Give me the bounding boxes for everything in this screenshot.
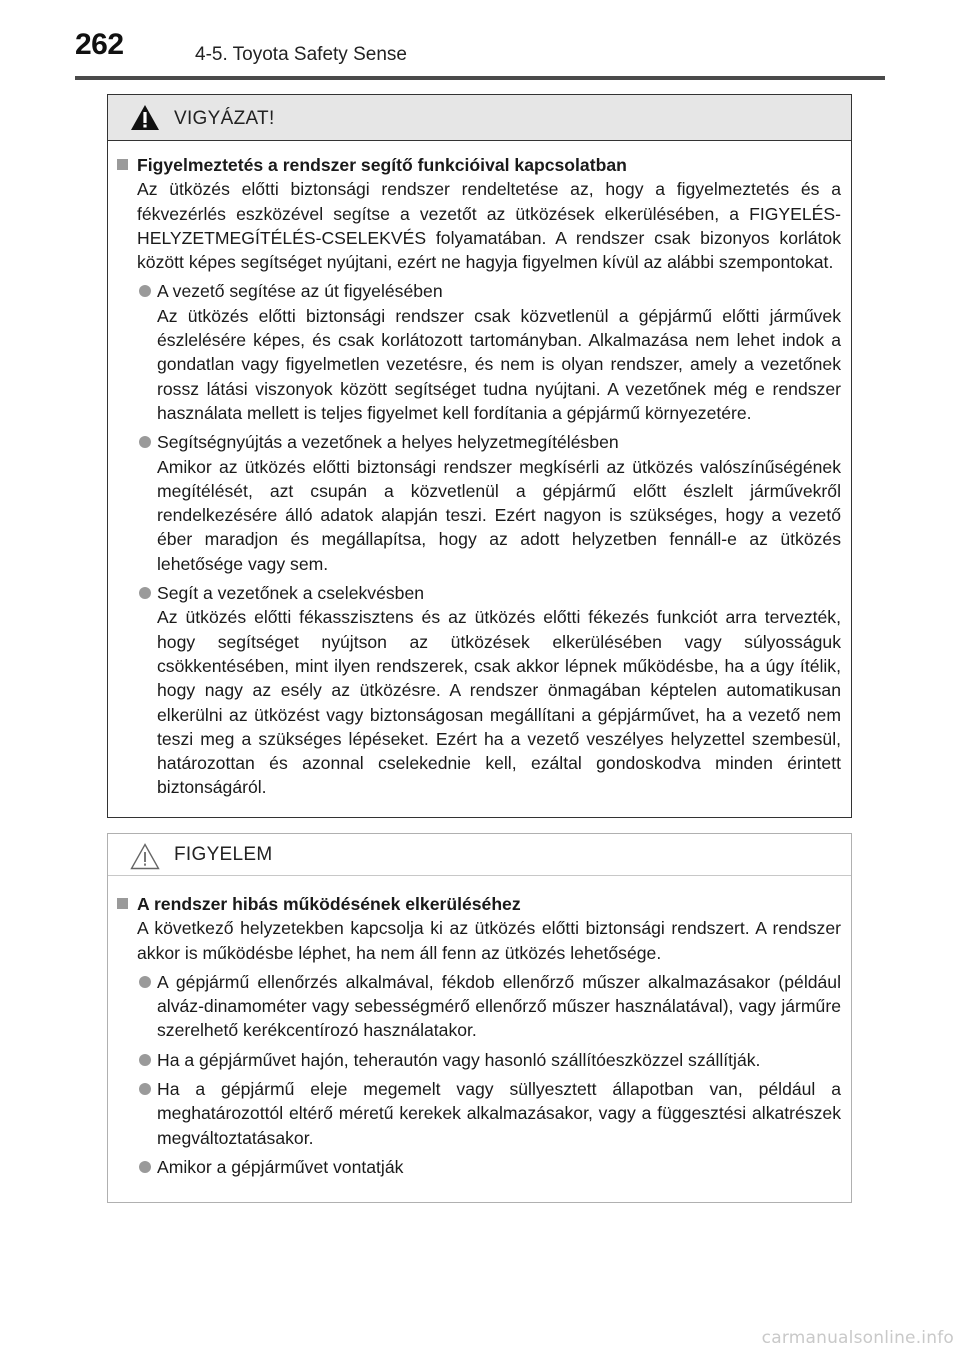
warning-box: [107, 94, 852, 818]
notice-bullet: [117, 1155, 841, 1179]
page-header: [75, 28, 885, 78]
bullet-text: Amikor az ütközés előtti biztonsági rendszer megkísérli az ütközés valószínűségének megítélését, azt csupán a közvetlenül a gépjármű előtt észlelt járművekről rendelkezésére álló adatok alapján teszi. Ezért nagyon is szükséges, hogy a vezető éber maradjon és megállapítsa, hogy az adott helyzetben fennáll-e az ütközés lehetősége vagy sem.: [157, 456, 841, 574]
notice-label: FIGYELEM: [174, 844, 273, 865]
circle-bullet-icon: [139, 1161, 151, 1173]
warning-bullet: [117, 430, 841, 576]
circle-bullet-icon: [139, 587, 151, 599]
bullet-text: Ha a gépjármű eleje megemelt vagy süllyesztett állapotban van, például a meghatározottól eltérő méretű kerekek alkalmazásakor, vagy a függesztési alkatrészek megváltoztatásakor.: [157, 1079, 841, 1148]
warning-body: [108, 141, 851, 800]
circle-bullet-icon: [139, 1083, 151, 1095]
bullet-text: Az ütközés előtti fékasszisztens és az ütközés előtti fékezés funkciót arra tervezték, hogy segítséget nyújtson az ütközések elkerülésében vagy súlyosságuk csökkentésében, mint ilyen rendszerek, csak akkor lépnek működésbe, ha a úgy ítélik, hogy nagy az esély az ütközésre. A rendszer önmagában képtelen automatikusan elkerülni az ütközést vagy biztonságosan megállítani a gépjárművet, ha a vezető nem teszi meg a szükséges lépéseket. Ezért ha a vezető veszélyes helyzettel szembesül, határozottan és azonnal cselekednie kell, ezáltal gondoskodva minden érintett biztonságáról.: [157, 607, 841, 798]
warning-intro: Az ütközés előtti biztonsági rendszer rendeltetése az, hogy a figyelmeztetés és a fékvezérlés eszközével segítse a vezetőt az ütközések elkerülésében, a FIGYELÉS-HELYZETMEGÍTÉLÉS-CSELEKVÉS folyamatában. A rendszer csak bizonyos korlátok között képes segítséget nyújtani, ezért ne hagyja figyelmen kívül az alábbi szempontokat.: [137, 179, 841, 273]
page-number: 262: [75, 28, 124, 61]
bullet-text: A gépjármű ellenőrzés alkalmával, fékdob ellenőrző műszer alkalmazásakor (például alváz-dinamométer vagy sebességmérő ellenőrző műszer használatával), vagy járműre szerelhető kerékcentírozó használatakor.: [157, 971, 841, 1041]
notice-bullet: [117, 1077, 841, 1150]
warning-triangle-icon: [130, 104, 160, 131]
square-bullet-icon: [117, 159, 128, 170]
warning-box-header: [108, 95, 851, 141]
header-rule: [75, 76, 885, 80]
notice-body: [108, 876, 851, 1179]
square-bullet-icon: [117, 898, 128, 909]
circle-bullet-icon: [139, 976, 151, 988]
bullet-heading: Segítségnyújtás a vezetőnek a helyes helyzetmegítélésben: [157, 432, 619, 453]
bullet-text: Ha a gépjárművet hajón, teherautón vagy hasonló szállítóeszközzel szállítják.: [157, 1049, 761, 1070]
bullet-text: Amikor a gépjárművet vontatják: [157, 1156, 404, 1177]
bullet-heading: Segít a vezetőnek a cselekvésben: [157, 583, 425, 604]
watermark: carmanualsonline.info: [761, 1328, 954, 1348]
warning-bullet: [117, 581, 841, 800]
notice-box: [107, 833, 852, 1203]
warning-title-text: Figyelmeztetés a rendszer segítő funkcióival kapcsolatban: [137, 155, 627, 175]
warning-item-title: [117, 153, 841, 177]
caution-triangle-outline-icon: [130, 843, 160, 870]
warning-bullet: [117, 279, 841, 425]
section-title: 4-5. Toyota Safety Sense: [195, 44, 407, 65]
notice-title-text: A rendszer hibás működésének elkerüléséhez: [137, 894, 521, 914]
circle-bullet-icon: [139, 1054, 151, 1066]
circle-bullet-icon: [139, 285, 151, 297]
notice-box-header: [108, 834, 851, 876]
circle-bullet-icon: [139, 436, 151, 448]
notice-bullet: [117, 970, 841, 1043]
notice-intro: A következő helyzetekben kapcsolja ki az ütközés előtti biztonsági rendszert. A rendszer akkor is működésbe léphet, ha nem áll fenn az ütközés lehetősége.: [137, 918, 841, 963]
bullet-heading: A vezető segítése az út figyelésében: [157, 281, 443, 302]
warning-label: VIGYÁZAT!: [174, 108, 275, 129]
notice-bullet: [117, 1048, 841, 1072]
notice-item-title: [117, 892, 841, 916]
bullet-text: Az ütközés előtti biztonsági rendszer csak közvetlenül a gépjármű előtti járművek észlelésére képes, és csak korlátozott tartományban. Alkalmazása nem lehet indok a gondatlan vagy figyelmetlen vezetésre, és nem is olyan rendszer, amely a vezetőnek rossz látási viszonyok között segítséget tudna nyújtani. A vezetőnek még e rendszer használata mellett is teljes figyelmet kell fordítania a gépjármű környezetére.: [157, 305, 841, 423]
